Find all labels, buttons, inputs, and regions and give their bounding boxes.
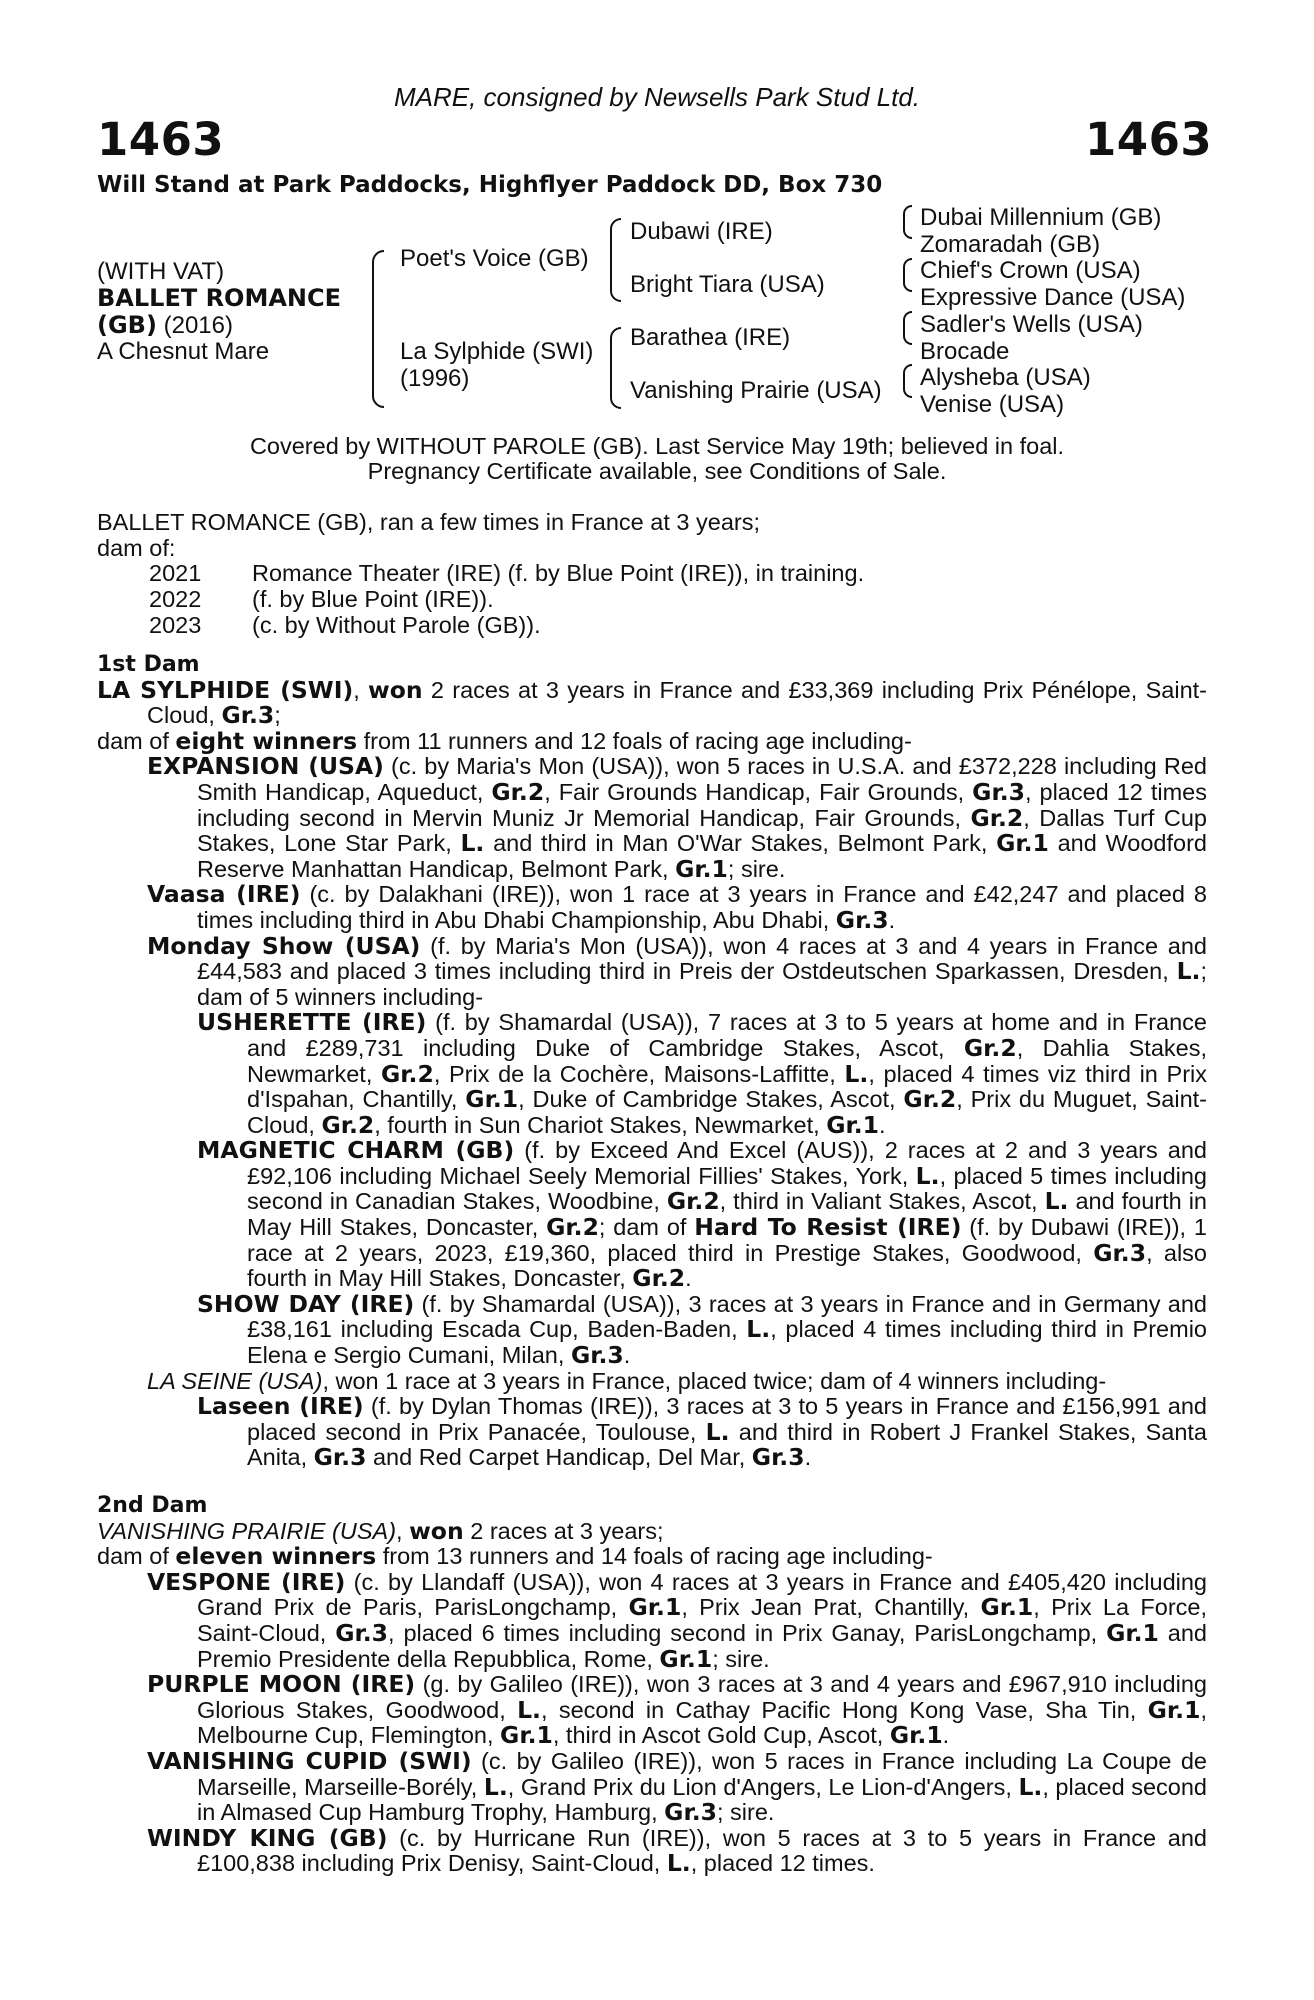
bold-text: Gr.1 bbox=[889, 1721, 943, 1750]
second-dam-record bbox=[97, 1516, 1207, 1545]
bold-text: eight winners bbox=[175, 726, 358, 755]
foal-year: 2021 bbox=[149, 560, 202, 586]
bold-text: Gr.3 bbox=[664, 1798, 717, 1827]
bold-text: VESPONE (IRE) bbox=[147, 1567, 346, 1596]
first-dam-heading: 1st Dam bbox=[97, 652, 200, 677]
text-run: and Woodford Reserve Manhattan Handicap, Belmont Park, bbox=[197, 830, 1207, 882]
bold-text: Gr.2 bbox=[546, 1213, 599, 1242]
text-run: , second in Cathay Pacific Hong Kong Vase, Sha Tin, bbox=[540, 1696, 1148, 1723]
covered-line-2: Pregnancy Certificate available, see Conditions of Sale. bbox=[367, 458, 947, 484]
text-run: dam of bbox=[97, 727, 176, 754]
pedigree-sss: Dubai Millennium (GB) bbox=[920, 204, 1162, 231]
text-run: , placed 6 times including second in Prix Ganay, ParisLongchamp, bbox=[388, 1619, 1107, 1646]
bold-text: Gr.1 bbox=[1147, 1695, 1201, 1724]
italic-text: VANISHING PRAIRIE (USA) bbox=[97, 1517, 397, 1544]
pedigree-sds: Chief's Crown (USA) bbox=[920, 257, 1141, 284]
bold-text: L. bbox=[460, 829, 485, 858]
pedigree-ssd: Zomaradah (GB) bbox=[920, 231, 1101, 258]
bold-text: Monday Show (USA) bbox=[147, 931, 421, 960]
pedigree-dam: La Sylphide (SWI) bbox=[400, 338, 594, 365]
bold-text: L. bbox=[705, 1417, 730, 1446]
bold-text: Gr.3 bbox=[1093, 1238, 1147, 1267]
text-run: , Prix La Force, Saint-Cloud, bbox=[197, 1594, 1208, 1646]
bold-text: L. bbox=[746, 1315, 771, 1344]
bold-text: L. bbox=[483, 1772, 508, 1801]
bold-text: L. bbox=[1044, 1187, 1069, 1216]
text-run: , third in Valiant Stakes, Ascot, bbox=[719, 1188, 1045, 1215]
bold-text: Gr.2 bbox=[321, 1110, 375, 1139]
bold-text: L. bbox=[666, 1849, 691, 1878]
bold-text: Gr.2 bbox=[963, 1033, 1017, 1062]
bold-text: L. bbox=[1018, 1772, 1043, 1801]
text-run: (f. by Dylan Thomas (IRE)), 3 races at 3 to 5 years in France and £156,991 and placed second in Prix Panacée, Toulouse, bbox=[247, 1393, 1207, 1445]
bold-text: eleven winners bbox=[175, 1542, 377, 1571]
bold-text: Gr.1 bbox=[500, 1721, 553, 1750]
pedigree-ddd: Venise (USA) bbox=[920, 391, 1065, 418]
bold-text: Gr.1 bbox=[628, 1593, 682, 1622]
bold-text: Gr.1 bbox=[675, 854, 728, 883]
foal-description: Romance Theater (IRE) (f. by Blue Point (IRE)), in training. bbox=[252, 560, 865, 586]
text-run: . bbox=[888, 906, 896, 933]
bold-text: Vaasa (IRE) bbox=[147, 880, 301, 909]
text-run: and third in Robert J Frankel Stakes, Santa Anita, bbox=[247, 1418, 1207, 1471]
text-run: . bbox=[804, 1444, 812, 1471]
first-dam-section bbox=[97, 652, 1207, 1877]
pedigree-dss: Sadler's Wells (USA) bbox=[920, 311, 1143, 338]
text-run: from 11 runners and 12 foals of racing age including- bbox=[357, 727, 912, 754]
pedigree-sire-sire: Dubawi (IRE) bbox=[630, 218, 773, 245]
bold-text: EXPANSION (USA) bbox=[147, 752, 384, 781]
text-run: (f. by Dubawi (IRE)), 1 race at 2 years, 2023, £19,360, placed third in Prestige Stakes, Goodwood, bbox=[247, 1214, 1207, 1266]
text-run: and third in Man O'War Stakes, Belmont Park, bbox=[484, 830, 997, 857]
pedigree-brace-ds bbox=[903, 311, 912, 345]
summary-line: BALLET ROMANCE (GB), ran a few times in France at 3 years; bbox=[97, 509, 761, 535]
text-run: , placed 4 times viz third in Prix d'Ispahan, Chantilly, bbox=[247, 1060, 1207, 1113]
text-run: (c. by Llandaff (USA)), won 4 races at 3 years in France and £405,420 including Grand Prix de Paris, ParisLongchamp, bbox=[197, 1568, 1208, 1621]
text-run: and fourth in May Hill Stakes, Doncaster, bbox=[247, 1188, 1207, 1241]
text-run: , Dahlia Stakes, Newmarket, bbox=[247, 1034, 1207, 1087]
bold-text: PURPLE MOON (IRE) bbox=[147, 1670, 416, 1699]
text-run: , Dallas Turf Cup Stakes, Lone Star Park, bbox=[197, 804, 1207, 857]
text-run: . bbox=[942, 1722, 950, 1749]
text-run: (f. by Maria's Mon (USA)), won 4 races at 3 and 4 years in France and £44,583 and placed 3 times including third in Preis der Ostdeutschen Sparkassen, Dresden, bbox=[197, 932, 1207, 985]
bold-text: Gr.1 bbox=[826, 1110, 880, 1139]
text-run: ; dam of 5 winners including- bbox=[197, 958, 1207, 1010]
text-run: , also fourth in May Hill Stakes, Doncaster, bbox=[247, 1239, 1207, 1292]
produce-entry-la-seine bbox=[147, 1369, 1207, 1395]
produce-entry-windy-king bbox=[147, 1823, 1207, 1878]
pedigree-dsd: Brocade bbox=[920, 338, 1010, 365]
bold-text: Gr.3 bbox=[221, 701, 275, 730]
bold-text: Gr.1 bbox=[1106, 1618, 1159, 1647]
bold-text: Gr.1 bbox=[465, 1085, 519, 1114]
text-run: (c. by Maria's Mon (USA)), won 5 races in U.S.A. and £372,228 including Red Smith Handicap, Aqueduct, bbox=[197, 753, 1207, 805]
second-dam-heading: 2nd Dam bbox=[97, 1493, 208, 1518]
produce-entry-magnetic-charm bbox=[197, 1138, 1207, 1292]
text-run: , third in Ascot Gold Cup, Ascot, bbox=[552, 1722, 890, 1749]
bold-text: Gr.3 bbox=[835, 905, 889, 934]
horse-origin-year bbox=[97, 311, 233, 340]
bold-text: Gr.2 bbox=[491, 777, 545, 806]
bold-text: Gr.1 bbox=[996, 829, 1049, 858]
produce-entry-vespone bbox=[147, 1567, 1208, 1673]
bold-text: Gr.3 bbox=[313, 1443, 367, 1472]
text-run: , placed 4 times including third in Premio Elena e Sergio Cumani, Milan, bbox=[247, 1316, 1207, 1369]
horse-name: BALLET ROMANCE bbox=[97, 284, 342, 312]
bold-text: won bbox=[368, 675, 423, 704]
text-run: and Premio Presidente della Repubblica, Rome, bbox=[197, 1619, 1207, 1672]
text-run: , placed 12 times. bbox=[690, 1850, 875, 1877]
pedigree-dam-year: (1996) bbox=[400, 365, 470, 392]
covered-line-1: Covered by WITHOUT PAROLE (GB). Last Service May 19th; believed in foal. bbox=[249, 433, 1065, 459]
lot-number-right: 1463 bbox=[1085, 113, 1213, 166]
pedigree-brace-dd bbox=[903, 364, 912, 398]
bold-text: Gr.3 bbox=[751, 1443, 805, 1472]
bold-text: Gr.2 bbox=[381, 1059, 434, 1088]
bold-text: MAGNETIC CHARM (GB) bbox=[197, 1136, 515, 1165]
produce-entry-show-day bbox=[197, 1289, 1207, 1370]
bold-text: Gr.2 bbox=[632, 1264, 686, 1293]
second-dam-produce-summary bbox=[97, 1544, 1207, 1570]
pedigree-brace-sd bbox=[903, 258, 912, 292]
produce-entry-purple-moon bbox=[147, 1672, 1207, 1749]
produce-entry-vanishing-cupid bbox=[147, 1746, 1208, 1827]
text-run: , fourth in Sun Chariot Stakes, Newmarket, bbox=[374, 1111, 827, 1138]
text-run: , Melbourne Cup, Flemington, bbox=[197, 1696, 1207, 1749]
text-run: 2 races at 3 years in France and £33,369 including Prix Pénélope, Saint-Cloud, bbox=[147, 676, 1207, 729]
pedigree-sire-dam: Bright Tiara (USA) bbox=[630, 271, 825, 298]
bold-text: Gr.3 bbox=[335, 1618, 389, 1647]
pedigree-dam-sire: Barathea (IRE) bbox=[630, 324, 791, 351]
text-run: , Prix de la Cochère, Maisons-Laffitte, bbox=[433, 1060, 845, 1087]
text-run: (g. by Galileo (IRE)), won 3 races at 3 and 4 years and £967,910 including Glorious Stakes, Goodwood, bbox=[197, 1671, 1207, 1723]
produce-entry-vaasa bbox=[147, 882, 1207, 933]
bold-text: Hard To Resist (IRE) bbox=[694, 1213, 962, 1242]
bold-text: LA SYLPHIDE (SWI) bbox=[97, 675, 354, 704]
text-run: . bbox=[879, 1111, 886, 1138]
bold-text: SHOW DAY (IRE) bbox=[197, 1289, 415, 1318]
text-run: , bbox=[353, 676, 369, 703]
text-run: ; sire. bbox=[716, 1799, 775, 1826]
bold-text: L. bbox=[915, 1161, 940, 1190]
pedigree-brace-ss bbox=[903, 205, 912, 239]
produce-entry-laseen bbox=[197, 1394, 1207, 1471]
text-run: ; bbox=[274, 702, 281, 729]
bold-text: VANISHING CUPID (SWI) bbox=[147, 1746, 472, 1775]
text-run: , won 1 race at 3 years in France, placed twice; dam of 4 winners including- bbox=[322, 1367, 1107, 1394]
consignor-line: MARE, consigned by Newsells Park Stud Ltd. bbox=[393, 82, 921, 112]
bold-text: Gr.2 bbox=[970, 803, 1024, 832]
bold-text: L. bbox=[517, 1695, 541, 1724]
summary-dam-of: dam of: bbox=[97, 535, 176, 561]
text-run: , Prix du Muguet, Saint-Cloud, bbox=[247, 1086, 1208, 1138]
text-run: , Fair Grounds Handicap, Fair Grounds, bbox=[544, 778, 973, 805]
text-run: ; sire. bbox=[712, 1645, 770, 1672]
italic-text: LA SEINE (USA) bbox=[147, 1367, 323, 1394]
text-run: dam of bbox=[97, 1543, 176, 1570]
text-run: (f. by Exceed And Excel (AUS)), 2 races at 2 and 3 years and £92,106 including Michael Seely Memorial Fillies' Stakes, York, bbox=[247, 1137, 1207, 1189]
bold-text: Gr.2 bbox=[903, 1085, 957, 1114]
produce-entry-expansion bbox=[147, 754, 1207, 882]
first-dam-produce-summary bbox=[97, 726, 1207, 755]
bold-text: L. bbox=[1176, 957, 1201, 986]
text-run: . bbox=[623, 1342, 631, 1369]
bold-text: Gr.3 bbox=[972, 777, 1025, 806]
text-run: , bbox=[396, 1517, 410, 1544]
horse-origin: (GB) bbox=[97, 311, 157, 339]
produce-entry-monday-show bbox=[147, 931, 1207, 1011]
bold-text: WINDY KING (GB) bbox=[147, 1823, 388, 1852]
pedigree-sdd: Expressive Dance (USA) bbox=[920, 284, 1186, 311]
bold-text: won bbox=[409, 1516, 464, 1545]
pedigree-brace-dam bbox=[610, 327, 621, 409]
pedigree-dam-dam: Vanishing Prairie (USA) bbox=[630, 377, 882, 404]
pedigree-sire: Poet's Voice (GB) bbox=[400, 245, 589, 272]
bold-text: L. bbox=[844, 1059, 869, 1088]
text-run: (f. by Shamardal (USA)), 7 races at 3 to 5 years at home and in France and £289,731 including Duke of Cambridge Stakes, Ascot, bbox=[247, 1009, 1207, 1061]
foal-description: (f. by Blue Point (IRE)). bbox=[252, 586, 494, 612]
text-run: , placed 5 times including second in Canadian Stakes, Woodbine, bbox=[247, 1162, 1208, 1215]
text-run: (c. by Hurricane Run (IRE)), won 5 races at 3 to 5 years in France and £100,838 including Prix Denisy, Saint-Cloud, bbox=[197, 1824, 1207, 1877]
bold-text: Gr.2 bbox=[666, 1187, 720, 1216]
horse-description: A Chesnut Mare bbox=[97, 338, 270, 365]
bold-text: Laseen (IRE) bbox=[197, 1392, 364, 1421]
text-run: ; dam of bbox=[598, 1214, 695, 1241]
text-run: , Grand Prix du Lion d'Angers, Le Lion-d'Angers, bbox=[507, 1773, 1019, 1800]
vat-note: (WITH VAT) bbox=[97, 258, 225, 285]
text-run: , placed second in Almased Cup Hamburg Trophy, Hamburg, bbox=[197, 1773, 1207, 1826]
pedigree-brace-sire bbox=[610, 218, 621, 302]
text-run: , Prix Jean Prat, Chantilly, bbox=[681, 1594, 981, 1621]
stand-location: Will Stand at Park Paddocks, Highflyer Paddock DD, Box 730 bbox=[97, 172, 883, 198]
produce-entry-usherette bbox=[197, 1010, 1207, 1138]
bold-text: Gr.1 bbox=[659, 1644, 713, 1673]
text-run: (c. by Galileo (IRE)), won 5 races in France including La Coupe de Marseille, Marseille-Borély, bbox=[197, 1747, 1208, 1800]
text-run: . bbox=[685, 1265, 692, 1292]
pedigree-dds: Alysheba (USA) bbox=[920, 364, 1091, 391]
text-run: 2 races at 3 years; bbox=[463, 1517, 664, 1544]
text-run: (c. by Dalakhani (IRE)), won 1 race at 3 years in France and £42,247 and placed 8 times including third in Abu Dhabi Championship, Abu Dhabi, bbox=[197, 881, 1207, 933]
foal-description: (c. by Without Parole (GB)). bbox=[252, 612, 541, 638]
text-run: , Duke of Cambridge Stakes, Ascot, bbox=[518, 1086, 904, 1113]
text-run: (f. by Shamardal (USA)), 3 races at 3 years in France and in Germany and £38,161 including Escada Cup, Baden-Baden, bbox=[247, 1290, 1207, 1343]
text-run: ; sire. bbox=[727, 855, 786, 882]
horse-year: (2016) bbox=[156, 312, 233, 339]
bold-text: USHERETTE (IRE) bbox=[197, 1008, 427, 1037]
text-run: and Red Carpet Handicap, Del Mar, bbox=[366, 1444, 752, 1471]
foal-year: 2022 bbox=[149, 586, 202, 612]
foal-year: 2023 bbox=[149, 612, 202, 638]
text-run: from 13 runners and 14 foals of racing age including- bbox=[376, 1543, 933, 1570]
text-run: , placed 12 times including second in Mervin Muniz Jr Memorial Handicap, Fair Grounds, bbox=[197, 778, 1207, 831]
first-dam-record bbox=[97, 675, 1207, 730]
bold-text: Gr.1 bbox=[980, 1593, 1034, 1622]
pedigree-brace-1 bbox=[372, 250, 384, 408]
lot-number-left: 1463 bbox=[97, 113, 225, 166]
bold-text: Gr.3 bbox=[570, 1341, 624, 1370]
